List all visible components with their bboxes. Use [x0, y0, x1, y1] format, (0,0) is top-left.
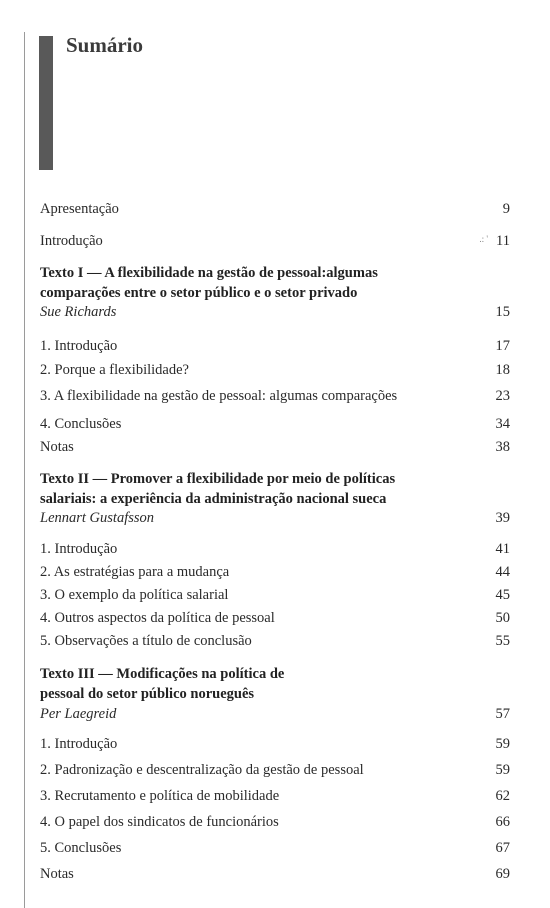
toc-entry-page: 45 [495, 587, 510, 603]
toc-entry-page: 39 [495, 510, 510, 526]
toc-entry-label: 5. Conclusões [40, 840, 122, 856]
toc-entry-page: 41 [495, 541, 510, 557]
toc-entry [40, 838, 510, 858]
toc-entry-page: 38 [495, 439, 510, 455]
toc-entry-page: 44 [495, 564, 510, 580]
toc-entry-page: 55 [495, 633, 510, 649]
toc-entry [40, 760, 510, 780]
toc-entry [40, 864, 510, 884]
section-heading-line: salariais: a experiência da administração nacional sueca [40, 491, 387, 507]
toc-entry [40, 386, 510, 406]
toc-entry [40, 585, 510, 605]
toc-entry-label: 2. Padronização e descentralização da gestão de pessoal [40, 762, 364, 778]
toc-entry [40, 414, 510, 434]
section-author: Per Laegreid [40, 706, 117, 722]
toc-entry [40, 437, 510, 457]
toc-entry [40, 734, 510, 754]
toc-entry-label: 3. O exemplo da política salarial [40, 587, 229, 603]
toc-entry [40, 360, 510, 380]
toc-entry-page: 69 [495, 866, 510, 882]
toc-entry-page: 34 [495, 416, 510, 432]
toc-entry-label: 2. Porque a flexibilidade? [40, 362, 189, 378]
toc-entry-introducao [40, 231, 510, 251]
toc-entry [40, 539, 510, 559]
toc-entry [40, 336, 510, 356]
section-heading-line: pessoal do setor público norueguês [40, 686, 255, 702]
section-author-row [40, 508, 510, 528]
toc-entry-label: 1. Introdução [40, 736, 118, 752]
section-heading-texto-2 [40, 469, 460, 509]
toc-entry-page: 11 [496, 233, 510, 249]
toc-entry-page: 15 [495, 304, 510, 320]
title-accent-bar [39, 36, 53, 170]
toc-entry-page: 59 [495, 762, 510, 778]
section-author: Lennart Gustafsson [40, 510, 155, 526]
section-heading-line: Texto I — A flexibilidade na gestão de pessoal:algumas [40, 265, 378, 281]
section-heading-line: comparações entre o setor público e o setor privado [40, 285, 358, 301]
toc-entry-label: Notas [40, 866, 74, 882]
toc-entry-page: 62 [495, 788, 510, 804]
toc-entry [40, 631, 510, 651]
section-author: Sue Richards [40, 304, 117, 320]
toc-entry-label: 1. Introdução [40, 541, 118, 557]
toc-entry-page: 66 [495, 814, 510, 830]
toc-entry [40, 812, 510, 832]
toc-entry-label: Apresentação [40, 201, 119, 217]
toc-entry-page: 9 [502, 201, 510, 217]
section-heading-texto-1 [40, 263, 460, 303]
toc-entry-page: 50 [495, 610, 510, 626]
toc-entry [40, 786, 510, 806]
page-margin-rule [24, 32, 25, 908]
stray-mark: .: ' [479, 234, 488, 244]
toc-entry-apresentacao [40, 199, 510, 219]
toc-entry-label: Introdução [40, 233, 103, 249]
toc-entry-label: 3. Recrutamento e política de mobilidade [40, 788, 280, 804]
toc-entry-page: 57 [495, 706, 510, 722]
section-heading-line: Texto III — Modificações na política de [40, 666, 285, 682]
toc-entry-label: 4. O papel dos sindicatos de funcionários [40, 814, 279, 830]
toc-entry [40, 562, 510, 582]
toc-entry-page: 17 [495, 338, 510, 354]
toc-entry-label: 5. Observações a título de conclusão [40, 633, 252, 649]
toc-entry-label: Notas [40, 439, 74, 455]
toc-entry-page: 67 [495, 840, 510, 856]
section-heading-line: Texto II — Promover a flexibilidade por meio de políticas [40, 471, 396, 487]
section-author-row [40, 704, 510, 724]
toc-entry-page: 18 [495, 362, 510, 378]
toc-entry-label: 4. Conclusões [40, 416, 122, 432]
section-author-row [40, 302, 510, 322]
page-title: Sumário [66, 33, 144, 57]
toc-entry-label: 1. Introdução [40, 338, 118, 354]
toc-entry-label: 4. Outros aspectos da política de pessoal [40, 610, 275, 626]
toc-entry-page: 59 [495, 736, 510, 752]
section-heading-texto-3 [40, 664, 460, 704]
toc-entry [40, 608, 510, 628]
toc-entry-page: 23 [495, 388, 510, 404]
toc-entry-label: 3. A flexibilidade na gestão de pessoal: algumas comparações [40, 388, 398, 404]
toc-entry-label: 2. As estratégias para a mudança [40, 564, 230, 580]
